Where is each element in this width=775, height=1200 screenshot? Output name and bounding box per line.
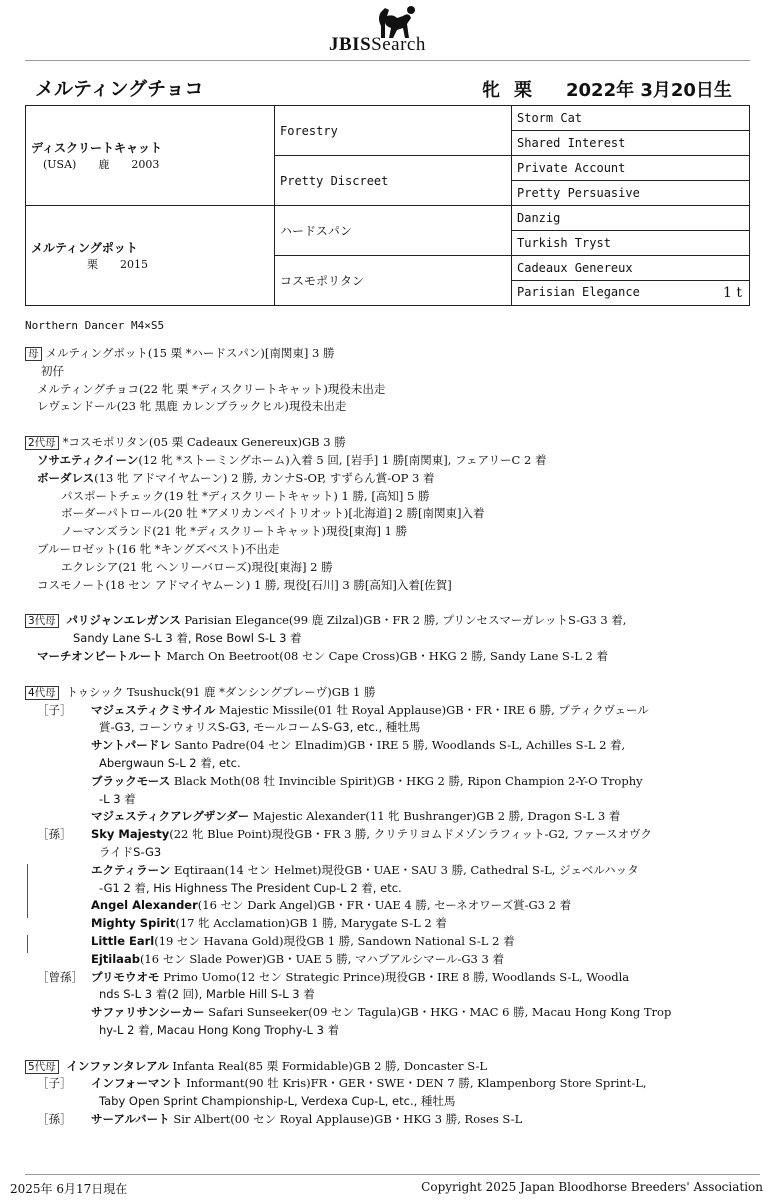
ancestor-g3[interactable]: Turkish Tryst [512, 231, 750, 256]
list-item: ブルーロゼット(16 牝 *キングズベスト)不出走 [37, 541, 280, 556]
relation-label: ［子］ [37, 702, 72, 717]
g2-line: *コスモポリタン(05 栗 Cadeaux Genereux)GB 3 勝 [62, 435, 346, 450]
list-item [25, 452, 755, 470]
list-item: ボーダーパトロール(20 牡 *アメリカンペイトリオット)[北海道] 2 勝[南関東]入着 [61, 506, 485, 521]
list-item: hy-L 2 着, Macau Hong Kong Trophy-L 3 着 [99, 1022, 340, 1037]
horse-birthdate: 2022年 3月20日生 [566, 80, 732, 101]
sire-sire[interactable]: Forestry [275, 106, 512, 156]
horse-record: Safari Sunseeker(09 セン Tagula)GB・HKG・MAC 6 勝, Macau Hong Kong Trop [204, 1005, 672, 1020]
list-item [25, 1004, 755, 1022]
dam-name: メルティングポット [31, 241, 138, 255]
dam-cell[interactable] [26, 206, 275, 306]
horse-record: (13 牝 アドマイヤムーン) 2 勝, カンナS-OP, すずらん賞-OP 3 着 [94, 470, 435, 485]
list-item [25, 737, 755, 755]
relation-label: ［子］ [37, 1076, 72, 1091]
sire-dam[interactable]: Pretty Discreet [275, 156, 512, 206]
header-divider [25, 60, 750, 61]
horse-record: Eqtiraan(14 セン Helmet)現役GB・UAE・SAU 3 勝, Cathedral S-L, ジェベルハッタ [170, 862, 639, 877]
horse-record: (22 牝 Blue Point)現役GB・FR 3 勝, クリテリヨムドメゾンラフィット-G2, ファースオヴク [169, 827, 653, 842]
sire-info: (USA) 鹿 2003 [43, 158, 160, 171]
footer-copyright: Copyright 2025 Japan Bloodhorse Breeders' Association [421, 1180, 763, 1194]
list-item [25, 933, 755, 951]
horse-link[interactable]: Sky Majesty [91, 827, 170, 842]
horse-record: Sir Albert(00 セン Royal Applause)GB・HKG 3 勝, Roses S-L [169, 1112, 523, 1127]
list-item: メルティングチョコ(22 牝 栗 *ディスクリートキャット)現役未出走 [37, 381, 386, 396]
horse-record: Primo Uomo(12 セン Strategic Prince)現役GB・IRE 8 勝, Woodlands S-L, Woodla [159, 969, 630, 984]
horse-name: メルティングチョコ [35, 78, 204, 100]
dam-info: 栗 2015 [43, 258, 148, 271]
pedigree-mark: 1 t [723, 285, 742, 301]
list-item [25, 969, 755, 987]
horse-link[interactable]: ブラックモース [91, 773, 171, 788]
list-item: Sandy Lane S-L 3 着, Rose Bowl S-L 3 着 [73, 631, 302, 646]
g4-line: トゥシック Tsushuck(91 鹿 *ダンシングブレーヴ)GB 1 勝 [66, 684, 376, 699]
sire-name: ディスクリートキャット [31, 141, 163, 155]
horse-record: (12 牝 *ストーミングホーム)入着 5 回, [岩手] 1 勝[南関東], フェアリーC 2 着 [138, 452, 547, 467]
ancestor-g3[interactable]: Private Account [512, 156, 750, 181]
pedigree-table [25, 105, 750, 306]
ancestor-g3[interactable]: Shared Interest [512, 131, 750, 156]
ancestor-g3[interactable]: Danzig [512, 206, 750, 231]
horse-link[interactable]: マジェスティクミサイル [91, 702, 216, 717]
ancestor-g3[interactable]: Storm Cat [512, 106, 750, 131]
horse-record: (16 セン Slade Power)GB・UAE 5 勝, マハブアルシマール-G3 3 着 [139, 951, 504, 966]
horse-record: March On Beetroot(08 セン Cape Cross)GB・HKG 2 勝, Sandy Lane S-L 2 着 [162, 648, 609, 663]
horse-record: Santo Padre(04 セン Elnadim)GB・IRE 5 勝, Woodlands S-L, Achilles S-L 2 着, [170, 738, 626, 753]
list-item: Abergwaun S-L 2 着, etc. [99, 755, 241, 770]
list-item: -L 3 着 [99, 791, 136, 806]
footer-divider [25, 1174, 760, 1175]
list-item: パスポートチェック(19 牡 *ディスクリートキャット) 1 勝, [高知] 5 勝 [61, 488, 430, 503]
section-tag-g2: 2代母 [25, 436, 59, 450]
list-item [25, 773, 755, 791]
list-item [25, 612, 755, 630]
list-item [25, 345, 755, 363]
dam-dam[interactable]: コスモポリタン [275, 256, 512, 306]
horse-sex: 牝 [482, 80, 500, 101]
horse-link[interactable]: エクティラーン [91, 862, 171, 877]
horse-link[interactable]: Ejtilaab [91, 951, 140, 966]
relation-label: ［曾孫］ [37, 969, 83, 984]
horse-link[interactable]: サントパードレ [91, 738, 171, 753]
relation-label: ［孫］ [37, 827, 72, 842]
list-item: エクレシア(21 牝 ヘンリーバローズ)現役[東海] 2 勝 [61, 559, 333, 574]
list-item: 初仔 [41, 363, 64, 378]
logo-text-jbis: JBIS [329, 34, 372, 55]
horse-record: Informant(90 牡 Kris)FR・GER・SWE・DEN 7 勝, Klampenborg Store Sprint-L, [182, 1076, 647, 1091]
dam-sire[interactable]: ハードスパン [275, 206, 512, 256]
horse-record: Black Moth(08 牡 Invincible Spirit)GB・HKG 2 勝, Ripon Champion 2-Y-O Trophy [170, 773, 643, 788]
ancestor-g3-last[interactable] [512, 281, 750, 306]
horse-record: (16 セン Dark Angel)GB・FR・UAE 4 勝, セーネオワーズ賞-G3 2 着 [197, 898, 572, 913]
ancestor-name: Parisian Elegance [517, 285, 640, 299]
horse-link[interactable]: Angel Alexander [91, 898, 198, 913]
horse-link[interactable]: サーアルバート [91, 1112, 170, 1127]
section-tag-g3: 3代母 [25, 614, 59, 628]
ancestor-g3[interactable]: Pretty Persuasive [512, 181, 750, 206]
list-item [25, 1111, 755, 1129]
list-item [25, 826, 755, 844]
list-item [25, 470, 755, 488]
list-item [25, 808, 755, 826]
sire-cell[interactable] [26, 106, 275, 206]
list-item [25, 915, 755, 933]
horse-link[interactable]: Mighty Spirit [91, 916, 176, 931]
dam-line: メルティングポット(15 栗 *ハードスパン)[南関東] 3 勝 [45, 346, 335, 360]
footer-date: 2025年 6月17日現在 [10, 1182, 128, 1196]
horse-link[interactable]: インフォーマント [91, 1076, 183, 1091]
list-item [25, 702, 755, 720]
list-item [25, 1058, 755, 1076]
tree-connector [27, 935, 28, 953]
horse-link[interactable]: Little Earl [91, 933, 155, 948]
horse-link[interactable]: プリモウオモ [91, 969, 160, 984]
horse-record: Majestic Alexander(11 牝 Bushranger)GB 2 勝, Dragon S-L 3 着 [249, 809, 621, 824]
section-tag-g5: 5代母 [25, 1060, 59, 1074]
horse-link[interactable]: サファリサンシーカー [91, 1005, 205, 1020]
list-item: nds S-L 3 着(2 回), Marble Hill S-L 3 着 [99, 987, 315, 1002]
section-tag-g4: 4代母 [25, 686, 59, 700]
horse-link[interactable]: ボーダレス [37, 470, 95, 485]
list-item [25, 862, 755, 880]
inbreeding-cross: Northern Dancer M4×S5 [25, 319, 165, 332]
horse-record: (19 セン Havana Gold)現役GB 1 勝, Sandown National S-L 2 着 [154, 933, 515, 948]
horse-color: 栗 [514, 80, 532, 101]
list-item [25, 648, 755, 666]
list-item: -G1 2 着, His Highness The President Cup-L 2 着, etc. [99, 880, 402, 895]
list-item [25, 951, 755, 969]
horse-link[interactable]: マジェスティクアレグザンダー [91, 809, 250, 824]
horse-record: Majestic Missile(01 牡 Royal Applause)GB・FR・IRE 6 勝, プティクヴェール [215, 702, 649, 717]
logo-text-search: Search [371, 34, 426, 55]
list-item: コスモノート(18 セン アドマイヤムーン) 1 勝, 現役[石川] 3 勝[高知]入着[佐賀] [37, 577, 452, 592]
list-item: Taby Open Sprint Championship-L, Verdexa Cup-L, etc., 種牡馬 [99, 1094, 456, 1109]
horse-record: Parisian Elegance(99 鹿 Zilzal)GB・FR 2 勝, プリンセスマーガレットS-G3 3 着, [180, 613, 627, 628]
horse-link[interactable]: パリジャンエレガンス [66, 613, 181, 628]
list-item: 賞-G3, コーンウォリスS-G3, モールコームS-G3, etc., 種牡馬 [99, 720, 421, 735]
jbis-search-logo[interactable] [329, 4, 459, 54]
section-tag-dam: 母 [25, 347, 42, 361]
ancestor-g3[interactable]: Cadeaux Genereux [512, 256, 750, 281]
tree-connector [27, 864, 28, 918]
list-item: ライドS-G3 [99, 844, 162, 859]
list-item [25, 684, 755, 702]
horse-record: Infanta Real(85 栗 Formidable)GB 2 勝, Doncaster S-L [168, 1058, 488, 1073]
list-item: ノーマンズランド(21 牝 *ディスクリートキャット)現役[東海] 1 勝 [61, 524, 408, 539]
horse-link[interactable]: ソサエティクイーン [37, 452, 139, 467]
list-item [25, 434, 755, 452]
list-item [25, 897, 755, 915]
list-item [25, 1075, 755, 1093]
horse-link[interactable]: インファンタレアル [66, 1058, 169, 1073]
list-item: レヴェンドール(23 牝 黒鹿 カレンブラックヒル)現役未出走 [37, 399, 347, 414]
family-body [25, 345, 755, 1129]
horse-link[interactable]: マーチオンビートルート [37, 648, 163, 663]
relation-label: ［孫］ [37, 1112, 72, 1127]
horse-record: (17 牝 Acclamation)GB 1 勝, Marygate S-L 2 着 [175, 916, 447, 931]
